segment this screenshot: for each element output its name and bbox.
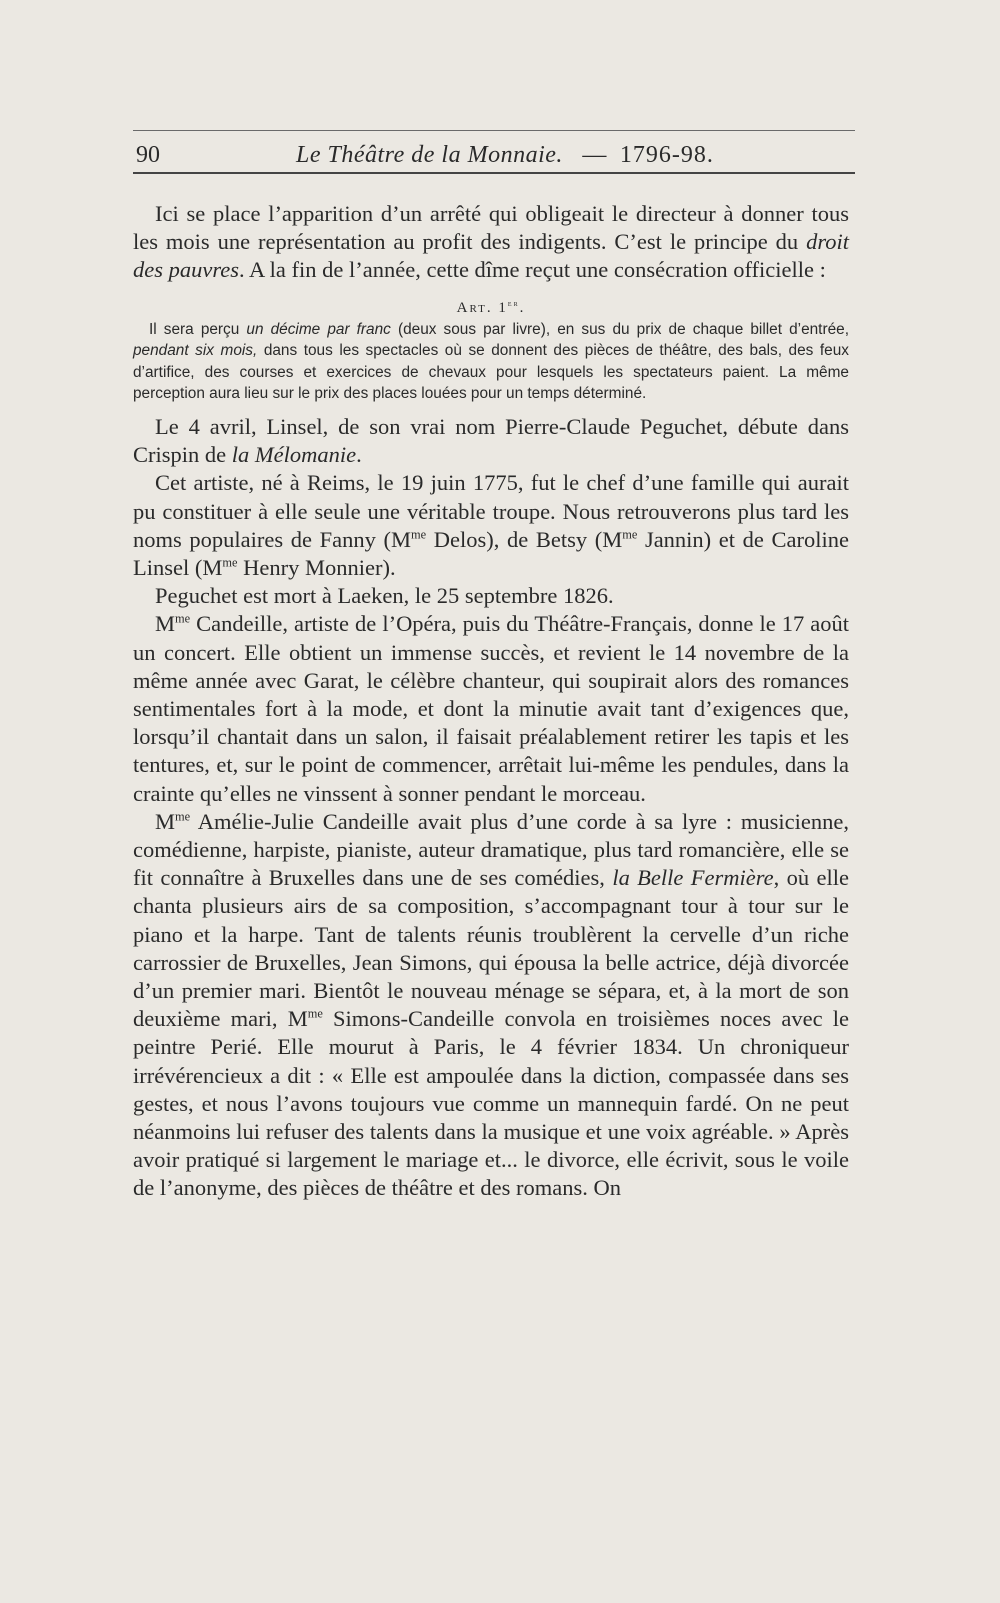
paragraph: Cet artiste, né à Reims, le 19 juin 1775, fut le chef d’une famille qui aurait pu constituer à elle seule une véritable troupe. Nous retrouverons plus tard les noms populaires de Fanny ($M^{me}$ Delos), de Betsy ($M^{me}$ Jannin) et de Caroline Linsel ($M^{me}$ Henry Monnier).	[133, 470, 850, 580]
running-title: Le Théâtre de la Monnaie. — 1796-98.	[296, 142, 714, 168]
paragraph: $M^{me}$ Candeille, artiste de l’Opéra, puis du Théâtre-Français, donne le 17 août un concert. Elle obtient un immense succès, et revient le 14 novembre de la même année avec Garat, le célèbre chanteur, qui soupirait alors des romances sentimentales fort à la mode, et dont la minutie avait tant d’exigences que, lorsqu’il chantait dans un salon, il faisait préalablement retirer les tapis et les tentures, et, sur le point de commencer, arrêtait lui-même les pendules, dans la crainte qu’elles ne vinssent à sonner pendant le morceau.	[133, 611, 849, 806]
paragraph: Le 4 avril, Linsel, de son vrai nom Pierre-Claude Peguchet, débute dans Crispin de la Mélomanie.	[133, 413, 849, 468]
paragraph: Ici se place l’apparition d’un arrêté qui obligeait le directeur à donner tous les mois une représentation au profit des indigents. C’est le principe du droit des pauvres. A la fin de l’année, cette dîme reçut une consécration officielle :	[133, 201, 849, 283]
article-heading: Art. 1er.	[456, 298, 526, 316]
header-rule-top	[133, 130, 855, 131]
running-header	[136, 138, 852, 172]
body-text	[133, 200, 849, 1203]
quoted-article: Il sera perçu un décime par franc (deux sous par livre), en sus du prix de chaque billet d’entrée, pendant six mois, dans tous les spectacles où se donnent des pièces de théâtre, des bals, des feux d’artifice, des courses et exercices de chevaux pour lesquels les spectateurs paient. La même perception aura lieu sur le prix des places louées pour un temps déterminé.	[133, 320, 849, 403]
page-number: 90	[136, 142, 160, 168]
paragraph: Peguchet est mort à Laeken, le 25 septembre 1826.	[155, 583, 614, 609]
paragraph: $M^{me}$ Amélie-Julie Candeille avait plus d’une corde à sa lyre : musicienne, comédienne, harpiste, pianiste, auteur dramatique, plus tard romancière, elle se fit connaître à Bruxelles dans une de ses comédies, la Belle Fermière, où elle chanta plusieurs airs de sa composition, s’accompagnant tour à tour sur le piano et la harpe. Tant de talents réunis troublèrent la cervelle d’un riche carrossier de Bruxelles, Jean Simons, qui épousa la belle actrice, déjà divorcée d’un premier mari. Bientôt le nouveau ménage se sépara, et, à la mort de son deuxième mari, $M^{me}$ Simons-Candeille convola en troisièmes noces avec le peintre Perié. Elle mourut à Paris, le 4 février 1834. Un chroniqueur irrévérencieux a dit : « Elle est ampoulée dans la diction, compassée dans ses gestes, et nous l’avons toujours vue comme un mannequin fardé. On ne peut néanmoins lui refuser des talents dans la musique et une voix agréable. » Après avoir pratiqué si largement le mariage et... le divorce, elle écrivit, sous le voile de l’anonyme, des pièces de théâtre et des romans. On	[133, 808, 850, 1201]
header-rule-bottom	[133, 172, 855, 174]
